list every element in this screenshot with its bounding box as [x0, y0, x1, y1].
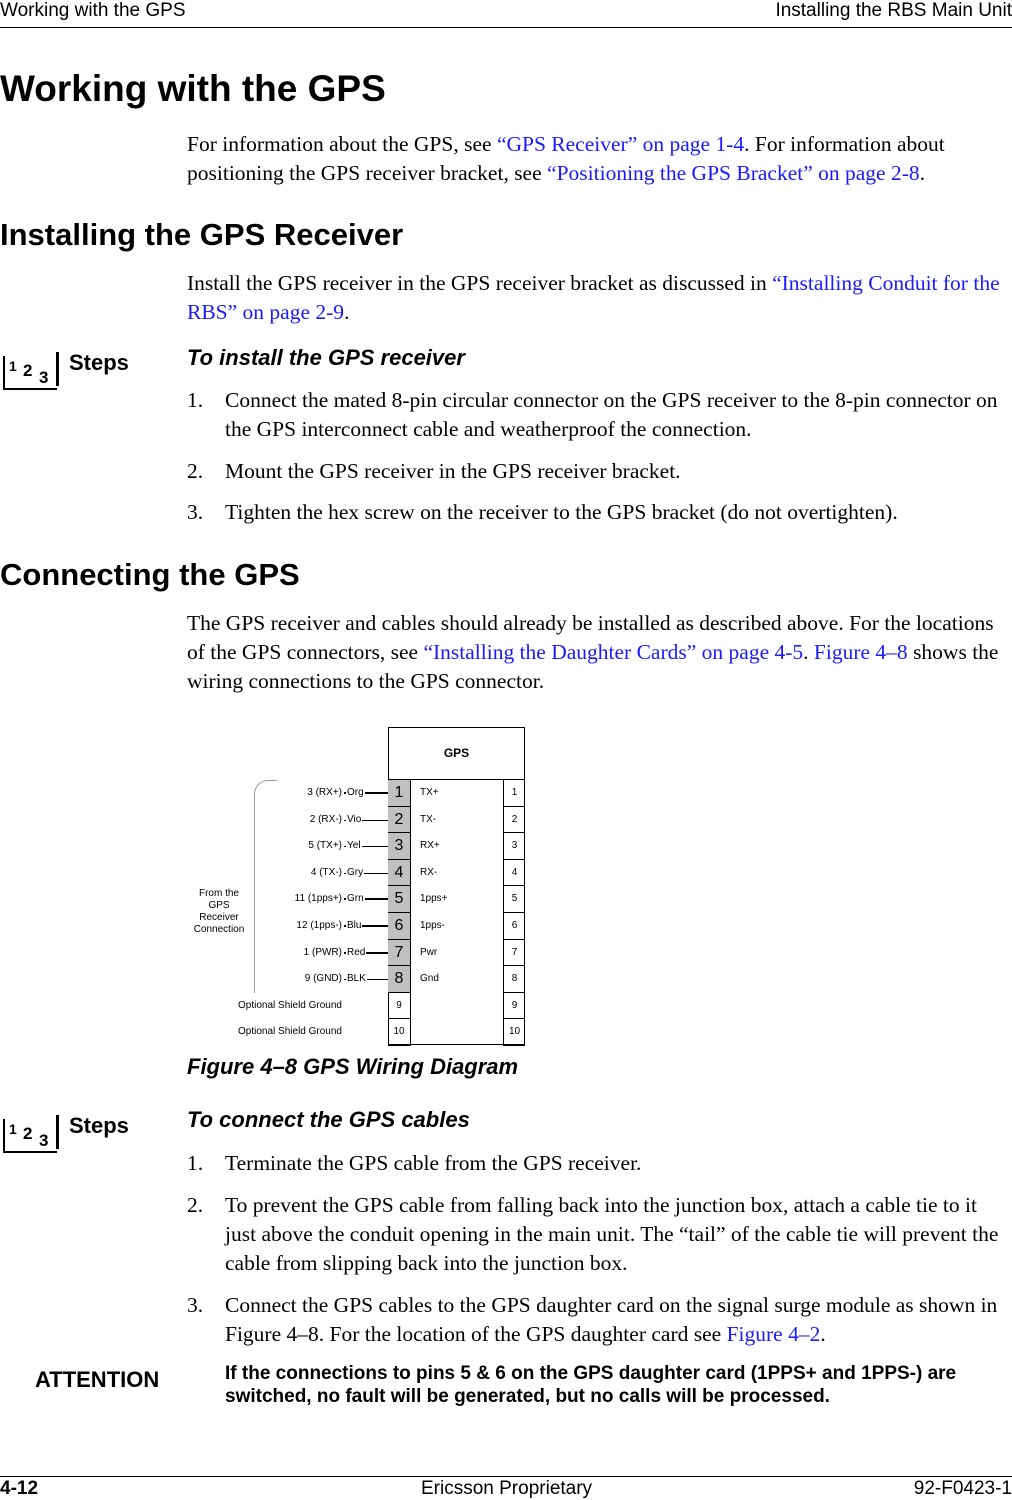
- step-number: 2.: [187, 459, 204, 483]
- link-installing-conduit[interactable]: “Installing Conduit for the RBS” on page 2-9: [187, 271, 1000, 324]
- wire-color: Vio: [346, 807, 362, 833]
- gps-box-title: GPS: [388, 727, 525, 780]
- wiring-row: [180, 807, 540, 834]
- section-title-working-with-gps: Working with the GPS: [0, 68, 386, 109]
- procedure-title: To install the GPS receiver: [187, 345, 465, 370]
- step-text: To prevent the GPS cable from falling back into the junction box, attach a cable tie to it just above the conduit opening in the main unit. The “tail” of the cable tie will prevent the cable from slipping back into the junction box.: [225, 1193, 999, 1275]
- icon-digit: 2: [23, 1124, 33, 1143]
- right-pin-number: 9: [503, 993, 525, 1020]
- connector-pin: 6: [388, 913, 411, 940]
- text: shows the wiring connections to the GPS connector.: [187, 640, 999, 693]
- wiring-row: [180, 886, 540, 913]
- steps-123-icon: [3, 356, 57, 390]
- link-figure-4-8[interactable]: Figure 4–8: [813, 640, 908, 664]
- connecting-paragraph: [187, 609, 1012, 696]
- step-number: 2.: [187, 1193, 204, 1217]
- connector-pin: 1: [388, 780, 411, 807]
- wiring-row: [180, 1019, 540, 1046]
- procedure-title: To connect the GPS cables: [187, 1107, 470, 1132]
- source-pin-label: Optional Shield Ground: [236, 1019, 344, 1045]
- text: The GPS receiver and cables should already be installed as described above. For the locations of the GPS connectors, see: [187, 611, 994, 664]
- footer-rule: [0, 1476, 1012, 1477]
- step-item: [187, 1191, 1012, 1278]
- intro-paragraph: [187, 130, 1012, 188]
- icon-digit: 2: [23, 361, 33, 380]
- text: .: [820, 1322, 826, 1346]
- step-number: 3.: [187, 500, 204, 524]
- right-pin-number: 3: [503, 833, 525, 860]
- right-pin-number: 8: [503, 966, 525, 993]
- right-pin-number: 4: [503, 860, 525, 887]
- right-pin-number: 10: [503, 1019, 525, 1046]
- connector-pin: 9: [388, 993, 411, 1020]
- link-installing-daughter-cards[interactable]: “Installing the Daughter Cards” on page 4-5: [423, 640, 804, 664]
- source-pin-label: 12 (1pps-): [294, 913, 344, 939]
- wiring-row: [180, 966, 540, 993]
- source-pin-label: 3 (RX+): [305, 780, 344, 806]
- right-pin-number: 2: [503, 807, 525, 834]
- text: . For information about positioning the GPS receiver bracket, see: [187, 132, 945, 185]
- connector-pin: 4: [388, 860, 411, 887]
- wire-color: Org: [346, 780, 365, 806]
- from-receiver-label: From the GPS Receiver Connection: [193, 888, 245, 935]
- step-item: [187, 1291, 1012, 1349]
- signal-label: RX-: [420, 866, 438, 878]
- signal-label: TX+: [420, 787, 439, 798]
- right-pin-number: 1: [503, 780, 525, 807]
- source-pin-label: 5 (TX+): [306, 833, 344, 859]
- step-number: 1.: [187, 388, 204, 412]
- wiring-row: [180, 860, 540, 887]
- text: .: [919, 161, 926, 185]
- right-pin-number: 7: [503, 940, 525, 967]
- source-pin-label: Optional Shield Ground: [236, 993, 344, 1019]
- wiring-row: [180, 833, 540, 860]
- text: .: [344, 300, 350, 324]
- connector-pin: 2: [388, 807, 411, 834]
- source-pin-label: 2 (RX-): [308, 807, 344, 833]
- running-header-left: Working with the GPS: [0, 0, 186, 21]
- wiring-row: [180, 940, 540, 967]
- right-pin-number: 6: [503, 913, 525, 940]
- signal-label: RX+: [420, 840, 440, 852]
- steps-label: Steps: [69, 1113, 129, 1138]
- step-number: 3.: [187, 1293, 204, 1317]
- icon-digit: 1: [9, 358, 17, 374]
- text: Install the GPS receiver in the GPS receiver bracket as discussed in: [187, 271, 773, 295]
- source-pin-label: 9 (GND): [303, 966, 344, 992]
- wiring-row: [180, 913, 540, 940]
- connector-pin: 10: [388, 1019, 411, 1046]
- wire-color: BLK: [346, 966, 367, 992]
- source-pin-label: 1 (PWR): [302, 940, 344, 966]
- step-text: Connect the mated 8-pin circular connector on the GPS receiver to the 8-pin connector on the GPS interconnect cable and weatherproof the connection.: [225, 388, 998, 441]
- step-item: [187, 386, 1012, 444]
- header-rule: [0, 27, 1012, 28]
- attention-label: ATTENTION: [35, 1367, 160, 1392]
- step-text: [225, 1291, 1012, 1349]
- link-gps-receiver[interactable]: “GPS Receiver” on page 1-4: [496, 132, 745, 156]
- icon-digit: 3: [39, 1131, 49, 1150]
- step-text: Mount the GPS receiver in the GPS receiver bracket.: [225, 459, 681, 483]
- wire-color: Yel: [346, 833, 362, 859]
- wire-color: Blu: [346, 913, 362, 939]
- step-text: Terminate the GPS cable from the GPS receiver.: [225, 1151, 642, 1175]
- source-pin-label: 11 (1pps+): [293, 886, 344, 912]
- step-number: 1.: [187, 1151, 204, 1175]
- text: For information about the GPS, see: [187, 132, 497, 156]
- link-positioning-gps-bracket[interactable]: “Positioning the GPS Bracket” on page 2-8: [547, 161, 920, 185]
- wire-color: Red: [346, 940, 366, 966]
- steps-marker: [0, 1113, 140, 1163]
- source-pin-label: 4 (TX-): [309, 860, 344, 886]
- wiring-row: [180, 780, 540, 807]
- step-item: [187, 457, 1012, 486]
- icon-digit: 3: [39, 368, 49, 387]
- connector-pin: 3: [388, 833, 411, 860]
- section-title-connecting-gps: Connecting the GPS: [0, 557, 300, 592]
- link-figure-4-2[interactable]: Figure 4–2: [726, 1322, 821, 1346]
- text: Connect the GPS cables to the GPS daughter card on the signal surge module as shown in Figure 4–8. For the location of the GPS daughter card see: [225, 1293, 998, 1346]
- running-header-right: Installing the RBS Main Unit: [775, 0, 1012, 21]
- connector-pin: 5: [388, 886, 411, 913]
- step-item: [187, 1149, 1012, 1178]
- section-title-installing-gps-receiver: Installing the GPS Receiver: [0, 217, 404, 252]
- steps-label: Steps: [69, 350, 129, 375]
- connector-pin: 7: [388, 940, 411, 967]
- attention-text: If the connections to pins 5 & 6 on the GPS daughter card (1PPS+ and 1PPS-) are switched, no fault will be generated, but no calls will be processed.: [225, 1363, 957, 1407]
- step-item: [187, 498, 1012, 527]
- signal-label: Pwr: [420, 946, 438, 958]
- page-number: 4-12: [0, 1478, 39, 1499]
- signal-label: TX-: [420, 813, 437, 825]
- signal-label: 1pps-: [420, 920, 446, 931]
- wire-color: Grn: [346, 886, 365, 912]
- gps-wiring-diagram: [180, 720, 540, 1055]
- icon-digit: 1: [9, 1121, 17, 1137]
- install-paragraph: [187, 269, 1012, 327]
- document-number: 92-F0423-1: [913, 1478, 1012, 1499]
- wire-color: Gry: [346, 860, 364, 886]
- right-pin-number: 5: [503, 886, 525, 913]
- text: .: [803, 640, 814, 664]
- footer-proprietary: Ericsson Proprietary: [421, 1478, 593, 1499]
- steps-123-icon: [3, 1119, 57, 1153]
- steps-marker: [0, 350, 140, 400]
- signal-label: 1pps+: [420, 893, 448, 905]
- connector-pin: 8: [388, 966, 411, 993]
- step-text: Tighten the hex screw on the receiver to the GPS bracket (do not overtighten).: [225, 500, 898, 524]
- figure-caption: Figure 4–8 GPS Wiring Diagram: [187, 1054, 519, 1079]
- signal-label: Gnd: [420, 973, 439, 985]
- wiring-row: [180, 993, 540, 1020]
